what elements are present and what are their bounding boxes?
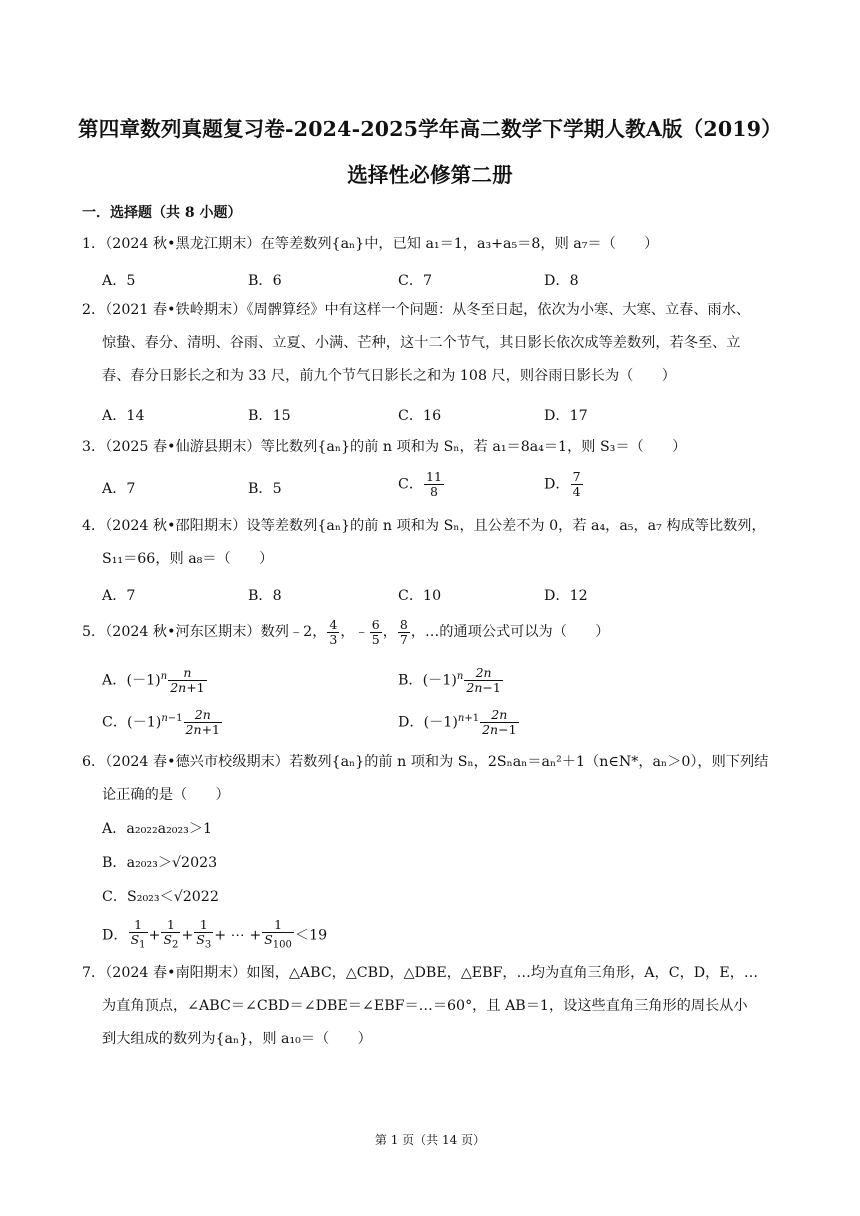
option-b[interactable]: B．6 bbox=[248, 273, 282, 289]
option-c[interactable]: C．7 bbox=[398, 273, 433, 289]
numerator: 11 bbox=[426, 469, 442, 484]
question-number: 2． bbox=[82, 302, 106, 318]
page-footer: 第 1 页（共 14 页） bbox=[374, 1133, 486, 1147]
numerator: 4 bbox=[329, 616, 338, 632]
option-label: C． bbox=[398, 476, 424, 493]
question-text: 《周髀算经》中有这样一个问题：从冬至日起，依次为小寒、大寒、立春、雨水、 bbox=[246, 302, 751, 318]
option-b[interactable]: B．$(-1)^n$ $\frac{2n}{2n-1}$ bbox=[398, 665, 501, 695]
question-3 bbox=[82, 431, 780, 464]
question-source: （2024 秋•邵阳期末） bbox=[105, 518, 247, 534]
fraction bbox=[571, 470, 583, 499]
option-label: B． bbox=[398, 672, 423, 689]
question-text: 春、春分日影长之和为 33 尺，前九个节气日影长之和为 108 尺，则谷雨日影长为（ ） bbox=[102, 368, 676, 384]
question-source: （2024 秋•河东区期末） bbox=[105, 624, 261, 640]
option-label: A． bbox=[102, 672, 127, 689]
option-d[interactable]: D． $\frac{1}{S_1}$ + $\frac{1}{S_2}$ + $\frac{1}{S_3}$ + ⋯ + $\frac{1}{S_{100}}$ ＜19 bbox=[102, 917, 328, 951]
option-label: C． bbox=[102, 714, 128, 731]
question-text: 在等差数列{aₙ}中，已知 a₁＝1，a₃+a₅＝8，则 a₇＝（ ） bbox=[260, 236, 659, 252]
page-title-line2: 选择性必修第二册 bbox=[347, 163, 513, 187]
fraction: $\frac{2n}{2n-1}$ bbox=[466, 665, 501, 695]
question-number: 4． bbox=[82, 518, 106, 534]
option-c[interactable] bbox=[398, 470, 445, 499]
fraction: $\frac{2n}{2n-1}$ bbox=[482, 707, 517, 737]
question-text: S₁₁＝66，则 a₈＝（ ） bbox=[102, 551, 274, 567]
numerator: 6 bbox=[371, 616, 380, 632]
option-c[interactable]: C．16 bbox=[398, 408, 442, 424]
option-d[interactable]: D．$(-1)^{n+1}$ $\frac{2n}{2n-1}$ bbox=[398, 707, 517, 737]
question-source: （2025 春•仙游县期末） bbox=[105, 439, 261, 455]
denominator: 8 bbox=[430, 484, 438, 499]
option-a[interactable]: A．14 bbox=[102, 408, 145, 424]
option-b[interactable]: B．8 bbox=[248, 588, 282, 604]
option-a[interactable]: A．7 bbox=[102, 588, 136, 604]
question-text: ，…的通项公式可以为（ ） bbox=[410, 624, 610, 640]
fraction: $\frac{2n}{2n+1}$ bbox=[185, 707, 220, 737]
option-c[interactable]: C．$(-1)^{n-1}$ $\frac{2n}{2n+1}$ bbox=[102, 707, 220, 737]
denominator: 4 bbox=[572, 484, 581, 499]
question-number: 1． bbox=[82, 236, 106, 252]
fraction bbox=[370, 618, 382, 647]
question-number: 6． bbox=[82, 754, 106, 770]
question-number: 5． bbox=[82, 624, 106, 640]
option-d[interactable] bbox=[544, 470, 584, 499]
question-2 bbox=[82, 294, 780, 393]
option-b[interactable]: B．5 bbox=[248, 481, 282, 497]
question-source: （2024 春•德兴市校级期末） bbox=[105, 754, 289, 770]
question-source: （2021 春•铁岭期末） bbox=[105, 302, 247, 318]
question-text: 数列﹣2， bbox=[260, 624, 327, 640]
option-a[interactable]: A．$(-1)^n$ $\frac{n}{2n+1}$ bbox=[102, 665, 205, 695]
option-d[interactable]: D．17 bbox=[544, 408, 588, 424]
option-label: D． bbox=[102, 927, 128, 944]
option-c[interactable]: C．S₂₀₂₃＜√2022 bbox=[102, 889, 219, 905]
option-c[interactable]: C．10 bbox=[398, 588, 442, 604]
question-1 bbox=[82, 228, 780, 261]
question-number: 3． bbox=[82, 439, 106, 455]
denominator: 3 bbox=[329, 631, 338, 647]
fraction bbox=[327, 618, 339, 647]
numerator: 7 bbox=[572, 469, 581, 484]
option-b[interactable]: B．15 bbox=[248, 408, 291, 424]
page-title-line1: 第四章数列真题复习卷-2024-2025学年高二数学下学期人教A版（2019） bbox=[78, 117, 782, 141]
option-d[interactable]: D．8 bbox=[544, 273, 579, 289]
question-text: 如图，△ABC，△CBD，△DBE，△EBF，…均为直角三角形，A，C，D，E，… bbox=[246, 965, 759, 981]
option-a[interactable]: A．5 bbox=[102, 273, 136, 289]
question-text: 论正确的是（ ） bbox=[102, 787, 230, 803]
question-text: 到大组成的数列为{aₙ}，则 a₁₀＝（ ） bbox=[102, 1031, 372, 1047]
denominator: 7 bbox=[399, 631, 408, 647]
option-d[interactable]: D．12 bbox=[544, 588, 588, 604]
question-text: 惊蛰、春分、清明、谷雨、立夏、小满、芒种，这十二个节气，其日影长依次成等差数列，若冬至、立 bbox=[102, 335, 741, 351]
question-7 bbox=[82, 957, 780, 1056]
question-number: 7． bbox=[82, 965, 106, 981]
option-b[interactable]: B．a₂₀₂₃＞√2023 bbox=[102, 855, 218, 871]
question-text: 设等差数列{aₙ}的前 n 项和为 Sₙ，且公差不为 0，若 a₄，a₅，a₇ 构成等比数列， bbox=[246, 518, 766, 534]
option-label: D． bbox=[398, 714, 424, 731]
question-4 bbox=[82, 510, 780, 576]
denominator: 5 bbox=[371, 631, 380, 647]
question-text: 若数列{aₙ}的前 n 项和为 Sₙ，2Sₙaₙ＝aₙ²＋1（n∈N*，aₙ＞0），则下列结 bbox=[288, 754, 769, 770]
section-heading: 一．选择题（共 8 小题） bbox=[82, 205, 242, 221]
question-5: 5．（2024 秋•河东区期末）数列﹣2， $\frac{4}{3}$ ，﹣ $\frac{6}{5}$ ， $\frac{8}{7}$ ，…的通项公式可以为（ ） bbox=[82, 616, 610, 647]
fraction: $\frac{n}{2n+1}$ bbox=[170, 665, 205, 695]
question-text: 为直角顶点，∠ABC＝∠CBD＝∠DBE＝∠EBF＝…＝60°，且 AB＝1，设这些直角三角形的周长从小 bbox=[102, 998, 748, 1014]
option-a[interactable]: A．a₂₀₂₂a₂₀₂₃＞1 bbox=[102, 821, 213, 837]
question-6 bbox=[82, 746, 780, 812]
numerator: 8 bbox=[399, 616, 408, 632]
question-text: 等比数列{aₙ}的前 n 项和为 Sₙ，若 a₁＝8a₄＝1，则 S₃＝（ ） bbox=[260, 439, 687, 455]
option-a[interactable]: A．7 bbox=[102, 481, 136, 497]
option-label: D． bbox=[544, 476, 570, 493]
fraction bbox=[398, 618, 410, 647]
question-source: （2024 春•南阳期末） bbox=[105, 965, 247, 981]
question-source: （2024 秋•黑龙江期末） bbox=[105, 236, 261, 252]
fraction bbox=[424, 470, 444, 499]
